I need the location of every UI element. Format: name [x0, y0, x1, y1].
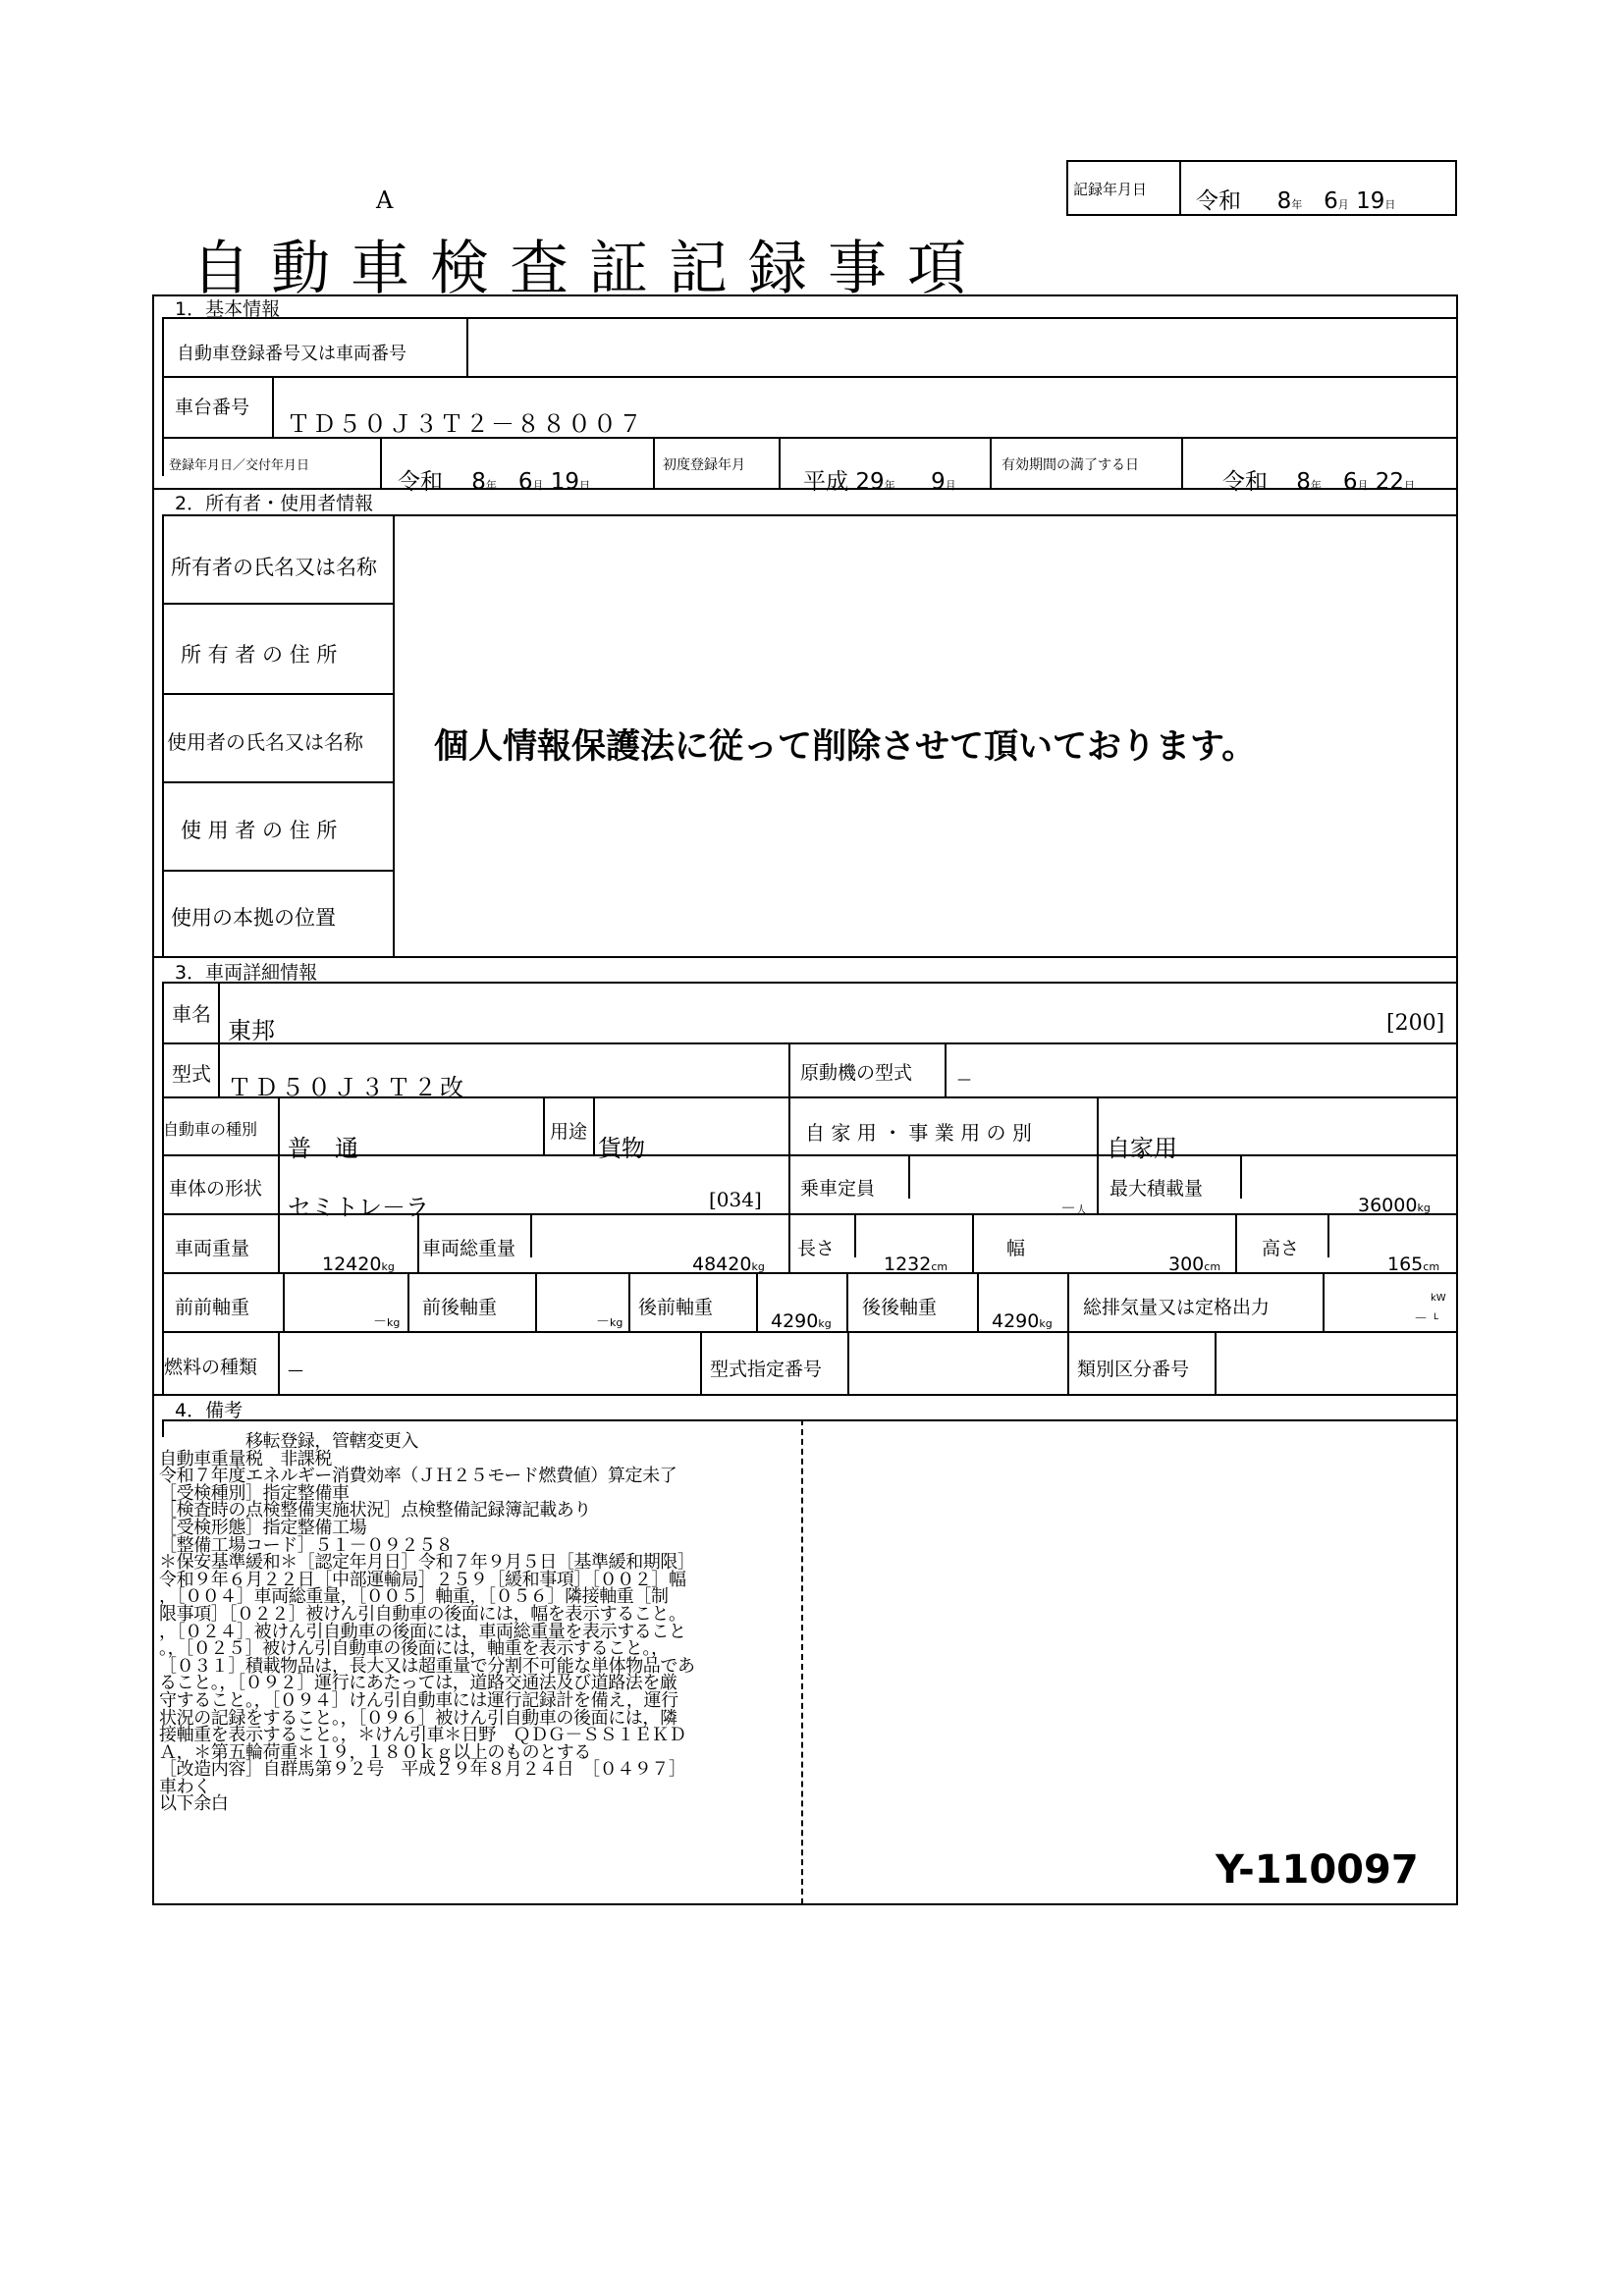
form-mark: A: [376, 187, 394, 214]
weight-value: 12420kg: [322, 1254, 395, 1275]
gross-label: 車両総重量: [422, 1238, 516, 1259]
section-vehicle: 3．車両詳細情報: [175, 962, 318, 984]
ff-axle-label: 前前軸重: [175, 1297, 250, 1318]
base-location-label: 使用の本拠の位置: [171, 906, 336, 930]
vehicle-name-label: 車名: [172, 1002, 211, 1026]
length-label: 長さ: [797, 1238, 836, 1259]
gross-value: 48420kg: [692, 1254, 765, 1275]
body-code: [034]: [709, 1188, 762, 1211]
document-id: Y-110097: [1216, 1847, 1419, 1893]
first-reg-label: 初度登録年月: [663, 457, 745, 473]
user-address-label: 使 用 者 の 住 所: [181, 819, 338, 842]
engine-label: 原動機の型式: [800, 1062, 913, 1084]
reg-no-label: 自動車登録番号又は車両番号: [177, 344, 406, 364]
owner-name-label: 所有者の氏名又は名称: [171, 556, 377, 579]
chassis-label: 車台番号: [175, 397, 250, 418]
privacy-notice: 個人情報保護法に従って削除させて頂いております。: [434, 727, 1257, 767]
vehicle-name-code: [200]: [1386, 1011, 1445, 1036]
width-value: 300cm: [1168, 1254, 1221, 1275]
model-value: ＴＤ５０Ｊ３Ｔ２改: [228, 1074, 466, 1101]
model-label: 型式: [172, 1062, 211, 1086]
height-label: 高さ: [1262, 1238, 1300, 1259]
owner-address-label: 所 有 者 の 住 所: [181, 643, 338, 667]
capacity-label: 乗車定員: [800, 1178, 876, 1200]
section-remarks: 4．備考: [175, 1400, 244, 1421]
rf-axle-label: 後前軸重: [638, 1297, 714, 1318]
section-basic: 1．基本情報: [175, 298, 281, 320]
body-label: 車体の形状: [169, 1178, 263, 1200]
use-value: 貨物: [598, 1135, 645, 1162]
expiry-label: 有効期間の満了する日: [1001, 457, 1139, 473]
disp-unit-bot: L: [1434, 1312, 1439, 1322]
record-date: 令和 8年 6月 19日: [1196, 188, 1396, 214]
disp-unit-top: kW: [1431, 1293, 1446, 1304]
max-load-value: 36000kg: [1358, 1195, 1431, 1216]
fr-axle-label: 前後軸重: [422, 1297, 498, 1318]
engine-value: —: [957, 1072, 971, 1088]
class-no-label: 類別区分番号: [1077, 1359, 1190, 1380]
ff-axle-value: －kg: [373, 1314, 401, 1330]
type-no-label: 型式指定番号: [710, 1359, 823, 1380]
remarks-text: 移転登録，管轄変更入 自動車重量税 非課税 令和７年度エネルギー消費効率（ＪＨ２５モード燃費値）算定未了 ［受検種別］指定整備車 ［検査時の点検整備実施状況］点検整備記録簿記載あり ［受検形態］指定整備工場 ［整備工場コード］５１－０９２５８ ＊保安基準緩和＊［認定年月日］令和７年９月５日［基準緩和期限］ 令和９年６月２２日［中部運輸局］２５９［緩和事項］［００２］幅 ，［００４］車両総重量，［００５］軸重，［０５６］隣接軸重［制 限事項］［０２２］被けん引自動車の後面には，幅を表示すること。 ，［０２４］被けん引自動車の後面には，車両総重量を表示すること 。，［０２５］被けん引自動車の後面には，軸重を表示すること。， ［０３１］積載物品は，長大又は超重量で分割不可能な単体物品であ ること。，［０９２］運行にあたっては，道路交通法及び道路法を厳 守すること。，［０９４］けん引自動車には運行記録計を備え，運行 状況の記録をすること。，［０９６］被けん引自動車の後面には，隣 接軸重を表示すること。，＊けん引車＊日野 ＱＤＧ－ＳＳ１ＥＫＤ Ａ，＊第五輪荷重＊１９，１８０ｋｇ以上のものとする ［改造内容］自群馬第９２号 平成２９年８月２４日 ［０４９７］ 車わく 以下余白: [159, 1431, 695, 1815]
user-name-label: 使用者の氏名又は名称: [167, 730, 363, 754]
use-label: 用途: [550, 1121, 588, 1143]
fuel-label: 燃料の種類: [164, 1357, 258, 1378]
chassis-value: ＴＤ５０Ｊ３Ｔ２－８８００７: [287, 410, 644, 438]
weight-label: 車両重量: [175, 1238, 250, 1259]
kind-value: 普 通: [288, 1135, 358, 1162]
record-date-label: 記録年月日: [1073, 181, 1148, 198]
expiry-date: 令和 8年 6月 22日: [1222, 469, 1416, 495]
capacity-value: －人: [1060, 1199, 1088, 1217]
width-label: 幅: [1006, 1238, 1026, 1259]
remarks-divider: [801, 1419, 803, 1904]
fuel-value: —: [288, 1361, 303, 1379]
section-owner: 2．所有者・使用者情報: [175, 493, 374, 514]
issue-date: 令和 8年 6月 19日: [398, 469, 591, 495]
page-title: 自動車検査証記録事項: [191, 235, 987, 303]
first-reg-date: 平成 29年 9月: [803, 469, 956, 495]
body-value: セミトレ－ラ: [288, 1194, 429, 1221]
fr-axle-value: －kg: [596, 1314, 623, 1330]
disp-label: 総排気量又は定格出力: [1083, 1297, 1271, 1318]
kind-label: 自動車の種別: [163, 1120, 258, 1139]
height-value: 165cm: [1387, 1254, 1440, 1275]
length-value: 1232cm: [884, 1254, 948, 1275]
rr-axle-value: 4290kg: [992, 1310, 1053, 1332]
issue-date-label: 登録年月日／交付年月日: [169, 458, 310, 473]
rf-axle-value: 4290kg: [771, 1310, 832, 1332]
rr-axle-label: 後後軸重: [862, 1297, 938, 1318]
disp-value: －: [1414, 1311, 1428, 1327]
private-value: 自家用: [1107, 1135, 1177, 1162]
private-label: 自 家 用 ・ 事 業 用 の 別: [805, 1121, 1032, 1145]
max-load-label: 最大積載量: [1110, 1178, 1204, 1200]
vehicle-name-value: 東邦: [228, 1017, 275, 1044]
